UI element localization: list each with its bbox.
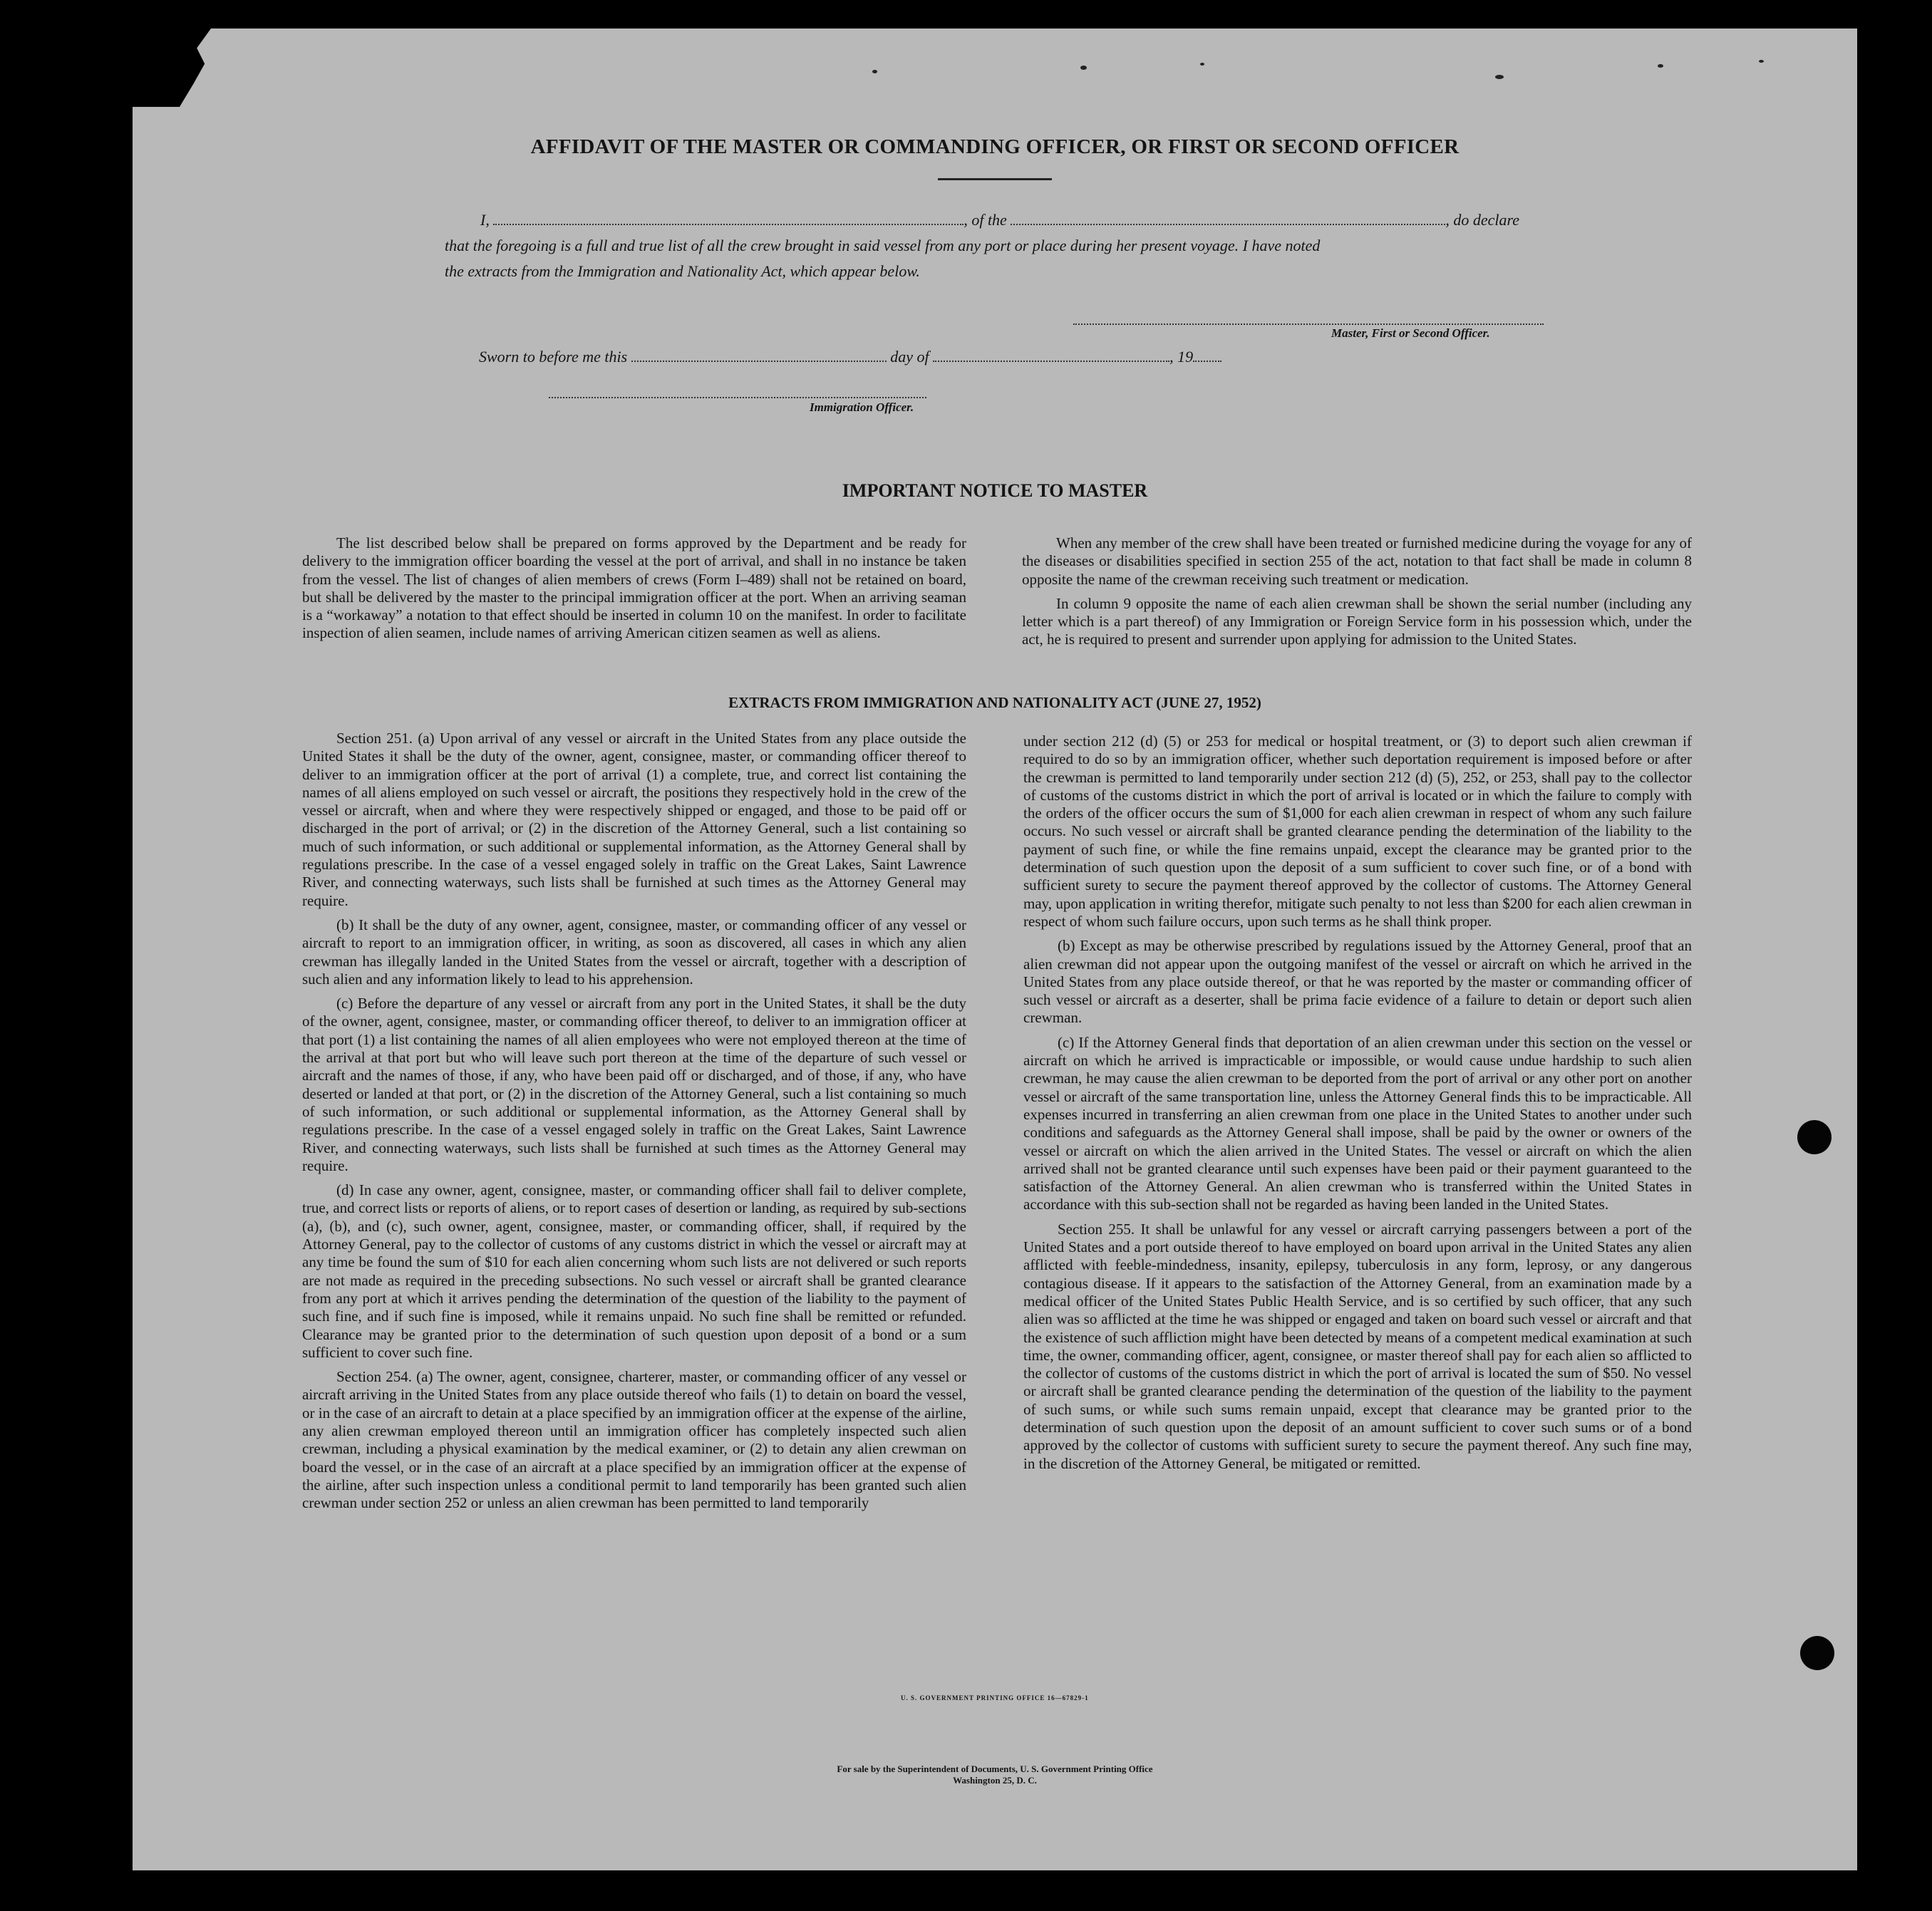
punch-hole — [1800, 1636, 1834, 1670]
i-label: I, — [480, 211, 490, 229]
section-paragraph: (c) Before the departure of any vessel or aircraft from any port in the United States, it shall be the duty of the owner, agent, consignee, master, or commanding officer thereof, to deliver to an immigration officer at that port (1) a list containing the names of all alien employees who were not employed thereon at the time of the arrival at that port but who will leave such port thereon at the time of the departure of such vessel or aircraft and the names of those, if any, who have been paid off or discharged, and of those, if any, who have deserted or landed at that port, or (2) in the discretion of the Attorney General, such a list containing so much of such information, or such additional or supplemental information, as the Attorney General shall by regulations prescribe. In the case of a vessel engaged solely in traffic on the Great Lakes, Saint Lawrence River, and connecting waterways, such lists shall be furnished at such times as the Attorney General may require. — [302, 995, 966, 1174]
notice-paragraph: In column 9 opposite the name of each alien crewman shall be shown the serial number (including any letter which is a part thereof) of any Immigration or Foreign Service form in his possession which, under the act, he is required to present and surrender upon applying for admission to the United States. — [1022, 594, 1692, 648]
notice-paragraph: When any member of the crew shall have been treated or furnished medicine during the voyage for any of the diseases or disabilities specified in section 255 of the act, notation to that fact shall be made in column 8 opposite the name of the crewman receiving such treatment or medication. — [1022, 534, 1692, 588]
do-declare-label: , do declare — [1445, 211, 1519, 229]
vessel-field[interactable] — [1011, 211, 1445, 225]
section-paragraph: (d) In case any owner, agent, consignee, master, or commanding officer shall fail to deliver complete, true, and correct lists or reports of aliens, or to report cases of desertion or landing, as required by sub-sections (a), (b), and (c), such owner, agent, consignee, master, or commanding officer, shall, if required by the Attorney General, pay to the collector of customs of any customs district in which the vessel or aircraft may at any time be found the sum of $10 for each alien concerning whom such lists are not delivered or such reports are not made as required in the preceding subsections. No such vessel or aircraft shall be granted clearance from any port at which it arrives pending the determination of the question of the liability to the payment of such fine, and if such fine is imposed, while it remains unpaid. No such fine shall be remitted or refunded. Clearance may be granted prior to the determination of such question upon deposit of a bond or a sum sufficient to cover such fine. — [302, 1181, 966, 1361]
sworn-month-field[interactable] — [933, 348, 1169, 362]
extracts-title: EXTRACTS FROM IMMIGRATION AND NATIONALITY ACT (JUNE 27, 1952) — [728, 694, 1261, 711]
speck — [1495, 75, 1504, 79]
declaration-text-2: the extracts from the Immigration and Nationality Act, which appear below. — [445, 262, 920, 280]
notice-right-column — [1022, 534, 1692, 656]
speck — [1200, 63, 1204, 66]
sale-line-2: Washington 25, D. C. — [953, 1775, 1037, 1786]
speck — [1658, 64, 1663, 68]
affidavit-title: AFFIDAVIT OF THE MASTER OR COMMANDING OFFICER, OR FIRST OR SECOND OFFICER — [530, 135, 1460, 158]
notice-title: IMPORTANT NOTICE TO MASTER — [842, 480, 1148, 501]
speck — [1080, 66, 1087, 70]
sale-notice — [567, 1764, 1422, 1786]
sale-line-1: For sale by the Superintendent of Documents, U. S. Government Printing Office — [837, 1764, 1153, 1774]
sworn-line — [479, 348, 1221, 366]
declaration-line — [480, 211, 1519, 229]
declaration-text-1: that the foregoing is a full and true list of all the crew brought in said vessel from any port or place during her present voyage. I have noted — [445, 237, 1321, 254]
section-paragraph: Section 255. It shall be unlawful for any vessel or aircraft carrying passengers between a port of the United States and a port outside thereof to have employed on board upon arrival in the United States any alien afflicted with feeble-mindedness, insanity, epilepsy, tuberculosis in any form, leprosy, or any dangerous contagious disease. If it appears to the satisfaction of the Attorney General, from an examination made by a medical officer of the United States Public Health Service, and is so certified by such officer, that any such alien was so afflicted at the time he was shipped or engaged and taken on board such vessel or aircraft and that the existence of such affliction might have been detected by means of a competent medical examination at such time, the owner, commanding officer, agent, consignee, or master thereof shall pay for each alien so afflicted to the collector of customs of the customs district in which the port of arrival is located the sum of $50. No vessel or aircraft shall be granted clearance pending the determination of the question of the liability to the payment of such sums, or while such sums remain unpaid, except that clearance may be granted prior to the determination of such question upon the deposit of an amount sufficient to cover such sums or of a bond approved by the collector of customs with sufficient surety to secure the payment thereof. Any such fine may, in the discretion of the Attorney General, be mitigated or remitted. — [1023, 1220, 1692, 1472]
name-field[interactable] — [493, 211, 964, 225]
section-paragraph: Section 251. (a) Upon arrival of any vessel or aircraft in the United States from any place outside the United States it shall be the duty of the owner, agent, consignee, master, or commanding officer thereof to deliver to an immigration officer at the port of arrival (1) a complete, true, and correct list containing the names of all aliens employed on such vessel or aircraft, the positions they respectively hold in the crew of the vessel or aircraft, when and where they were respectively shipped or engaged, and those to be paid off or discharged in the port of arrival; or (2) in the discretion of the Attorney General, such a list containing so much of such information, or such additional or supplemental information, as the Attorney General shall by regulations prescribe. In the case of a vessel engaged solely in traffic on the Great Lakes, Saint Lawrence River, and connecting waterways, such lists shall be furnished at such times as the Attorney General may require. — [302, 730, 966, 909]
officer-signature-caption: Immigration Officer. — [810, 400, 914, 414]
master-signature-line[interactable] — [1073, 323, 1544, 325]
sworn-day-field[interactable] — [631, 348, 887, 362]
speck — [872, 70, 877, 73]
extracts-right-column — [1023, 732, 1692, 1479]
day-of-label: day of — [890, 348, 929, 366]
year-prefix: , 19 — [1169, 348, 1194, 366]
section-paragraph: (b) Except as may be otherwise prescribed by regulations issued by the Attorney General, proof that an alien crewman did not appear upon the outgoing manifest of the vessel or aircraft on which he arrived in the United States from any place outside thereof, or that he was reported by the master or commanding officer of such vessel or aircraft as a deserter, shall be prima facie evidence of a failure to detain or deport such alien crewman. — [1023, 937, 1692, 1027]
section-paragraph: (c) If the Attorney General finds that deportation of an alien crewman under this section on the vessel or aircraft on which he arrived is impracticable or impossible, or would cause undue hardship to such alien crewman, he may cause the alien crewman to be deported from the port of arrival or any other port on another vessel or aircraft of the same transportation line, unless the Attorney General finds this to be impracticable. All expenses incurred in transferring an alien crewman from one place in the United States to another under such conditions and safeguards as the Attorney General shall impose, shall be paid by the owner or owners of the vessel or aircraft on which the alien arrived in the United States. The vessel or aircraft on which the alien arrived shall not be granted clearance until such expenses have been paid or their payment guaranteed to the satisfaction of the Attorney General. An alien crewman who is transferred within the United States in accordance with this sub-section shall not be regarded as having been landed in the United States. — [1023, 1033, 1692, 1213]
of-the-label: , of the — [964, 211, 1007, 229]
torn-corner — [133, 29, 211, 107]
document-page — [133, 29, 1857, 1870]
master-signature-caption: Master, First or Second Officer. — [1331, 326, 1490, 340]
printing-office-imprint: U. S. GOVERNMENT PRINTING OFFICE 16—67829-1 — [901, 1694, 1089, 1702]
notice-paragraph: The list described below shall be prepared on forms approved by the Department and be ready for delivery to the immigration officer boarding the vessel at the port of arrival, and shall in no instance be taken from the vessel. The list of changes of alien members of crews (Form I–489) shall not be retained on board, but shall be delivered by the master to the principal immigration officer at the port. When an arriving seaman is a “workaway” a notation to that effect should be inserted in column 10 on the manifest. In order to facilitate inspection of alien seamen, include names of arriving American citizen seamen as well as aliens. — [302, 534, 966, 642]
notice-left-column — [302, 534, 966, 649]
extracts-left-column — [302, 730, 966, 1518]
title-rule — [938, 178, 1052, 180]
section-paragraph: (b) It shall be the duty of any owner, agent, consignee, master, or commanding officer of any vessel or aircraft to report to an immigration officer, in writing, as soon as discovered, all cases in which any alien crewman has illegally landed in the United States from the vessel or aircraft, together with a description of such alien and any information likely to lead to his apprehension. — [302, 916, 966, 988]
sworn-label: Sworn to before me this — [479, 348, 628, 366]
section-paragraph: under section 212 (d) (5) or 253 for medical or hospital treatment, or (3) to deport such alien crewman if required to do so by an immigration officer, whether such deportation requirement is imposed before or after the crewman is permitted to land temporarily under section 212 (d) (5), 252, or 253, shall pay to the collector of customs of the customs district in which the port of arrival is located or in which the failure to comply with the orders of the officer occurs the sum of $1,000 for each alien crewman in respect of whom any such failure occurs. No such vessel or aircraft shall be granted clearance pending the determination of the liability to the payment of such fine, or while the fine remains unpaid, except the clearance may be granted prior to the determination of such question upon the deposit of a sum sufficient to cover such fine, or of a bond with sufficient surety to secure the payment thereof approved by the collector of customs. The Attorney General may, upon application in writing therefor, mitigate such penalty to not less than $200 for each alien crewman in respect of whom such failure occurs, upon such terms as he shall think proper. — [1023, 732, 1692, 930]
punch-hole — [1797, 1120, 1832, 1154]
section-paragraph: Section 254. (a) The owner, agent, consignee, charterer, master, or commanding officer of any vessel or aircraft arriving in the United States from any place outside thereof who fails (1) to detain on board the vessel, or in the case of an aircraft to detain at a place specified by an immigration officer at the expense of the airline, any alien crewman employed thereon until an immigration officer has completely inspected such alien crewman, including a physical examination by the medical examiner, or (2) to detain any alien crewman on board the vessel, or in the case of an aircraft at a place specified by an immigration officer at the expense of the airline, after such inspection unless a conditional permit to land temporarily has been granted such alien crewman under section 252 or unless an alien crewman has been permitted to land temporarily — [302, 1368, 966, 1512]
officer-signature-line[interactable] — [549, 397, 926, 398]
speck — [1759, 60, 1764, 63]
sworn-year-field[interactable] — [1193, 348, 1221, 362]
